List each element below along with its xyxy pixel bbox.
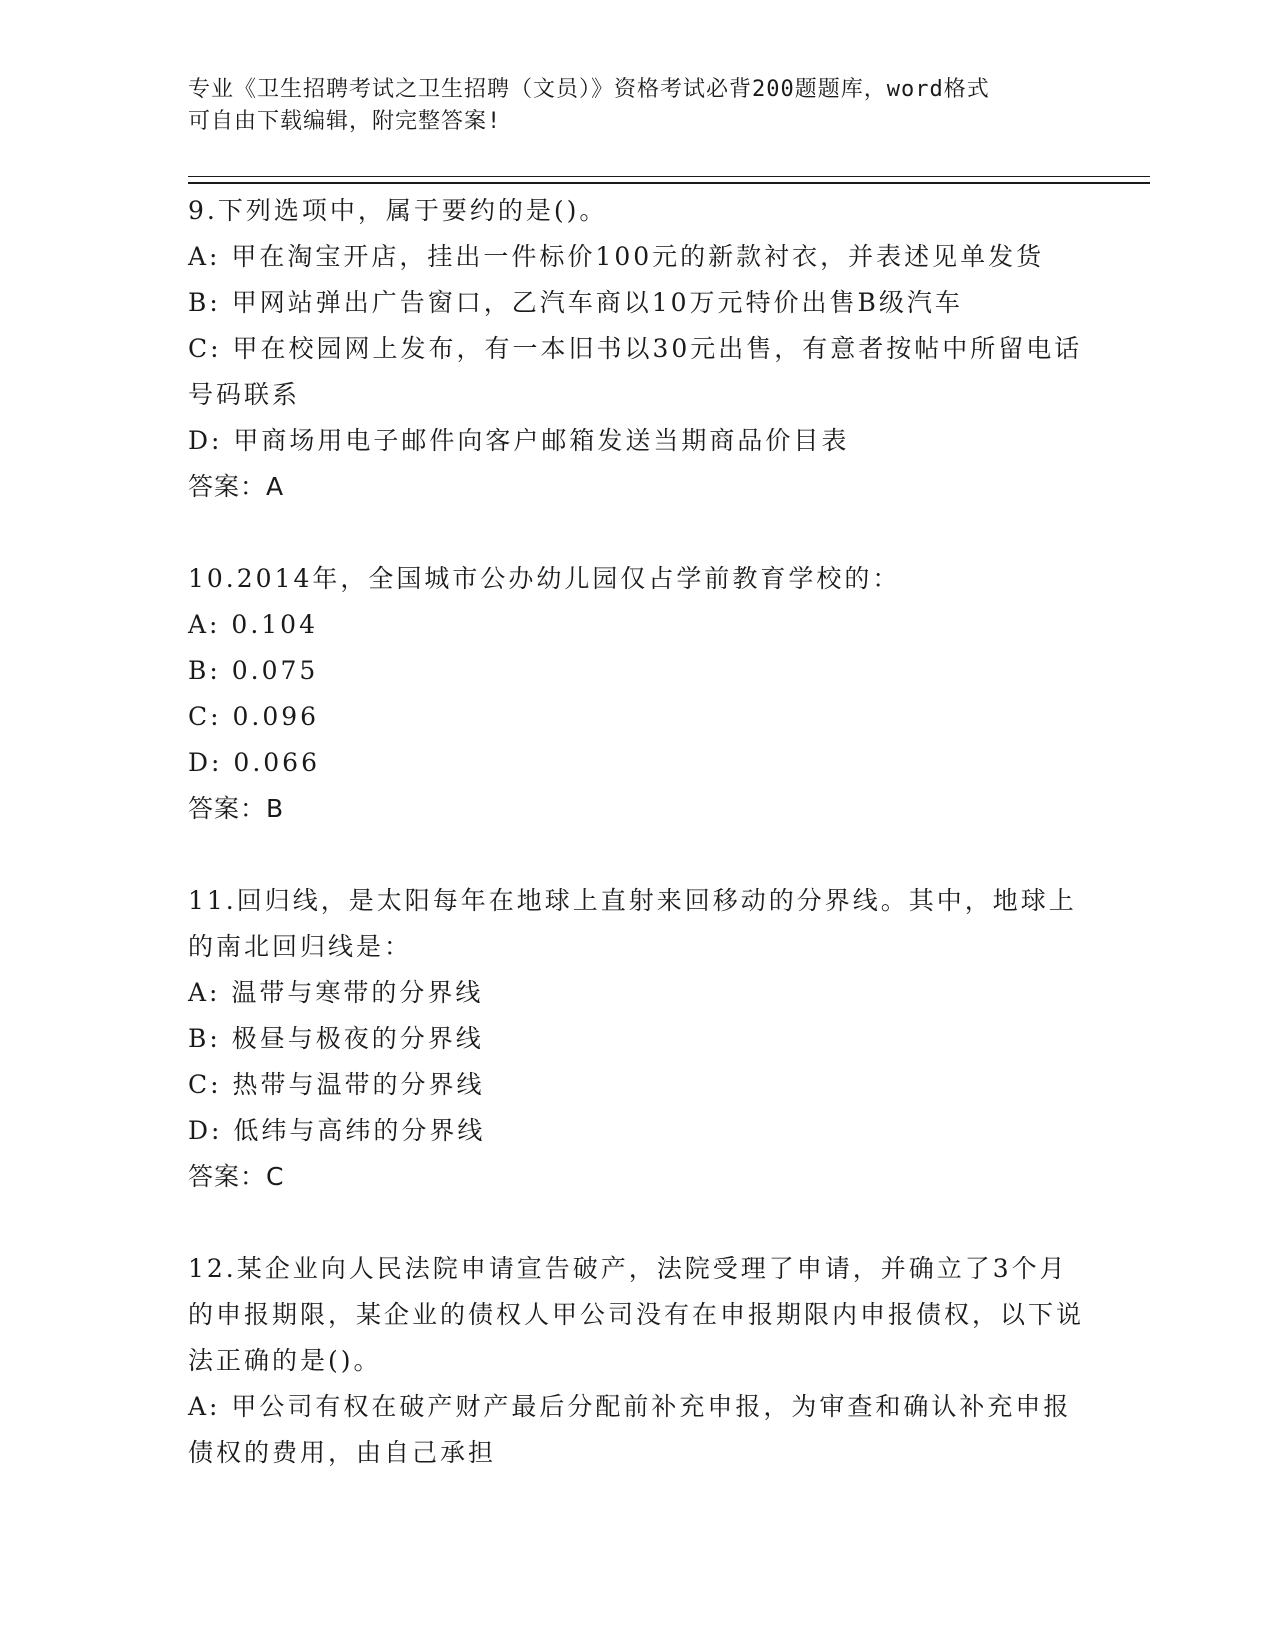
document-header [188,74,1068,138]
header-line-2: 可自由下载编辑，附完整答案! [188,109,502,134]
answer-line: 答案：C [188,1162,285,1191]
question-stem: 9.下列选项中，属于要约的是()。 [188,196,608,225]
answer-line: 答案：B [188,794,285,823]
question-list [188,188,1088,1522]
option-a: A: 0.104 [188,610,318,639]
option-b: B: 甲网站弹出广告窗口，乙汽车商以10万元特价出售B级汽车 [188,288,963,317]
header-divider-thick [188,182,1150,184]
option-b: B: 极昼与极夜的分界线 [188,1024,484,1053]
question-stem: 11.回归线，是太阳每年在地球上直射来回移动的分界线。其中，地球上的南北回归线是： [188,886,1077,961]
question-stem: 12.某企业向人民法院申请宣告破产，法院受理了申请，并确立了3个月的申报期限，某企业的债权人甲公司没有在申报期限内申报债权，以下说法正确的是()。 [188,1254,1085,1375]
question-12 [188,1246,1088,1476]
option-b: B: 0.075 [188,656,319,685]
option-a: A: 甲公司有权在破产财产最后分配前补充申报，为审查和确认补充申报债权的费用，由自己承担 [188,1392,1072,1467]
question-11 [188,878,1088,1200]
option-c: C: 热带与温带的分界线 [188,1070,485,1099]
option-d: D: 低纬与高纬的分界线 [188,1116,486,1145]
option-c: C: 甲在校园网上发布，有一本旧书以30元出售，有意者按帖中所留电话号码联系 [188,334,1083,409]
option-d: D: 0.066 [188,748,320,777]
option-a: A: 温带与寒带的分界线 [188,978,484,1007]
header-line-1: 专业《卫生招聘考试之卫生招聘（文员）》资格考试必背200题题库，word格式 [188,77,990,102]
answer-line: 答案：A [188,472,285,501]
option-d: D: 甲商场用电子邮件向客户邮箱发送当期商品价目表 [188,426,850,455]
option-c: C: 0.096 [188,702,320,731]
question-9 [188,188,1088,510]
option-a: A: 甲在淘宝开店，挂出一件标价100元的新款衬衣，并表述见单发货 [188,242,1045,271]
header-divider-thin [188,176,1150,177]
question-10 [188,556,1088,832]
question-stem: 10.2014年，全国城市公办幼儿园仅占学前教育学校的： [188,564,901,593]
